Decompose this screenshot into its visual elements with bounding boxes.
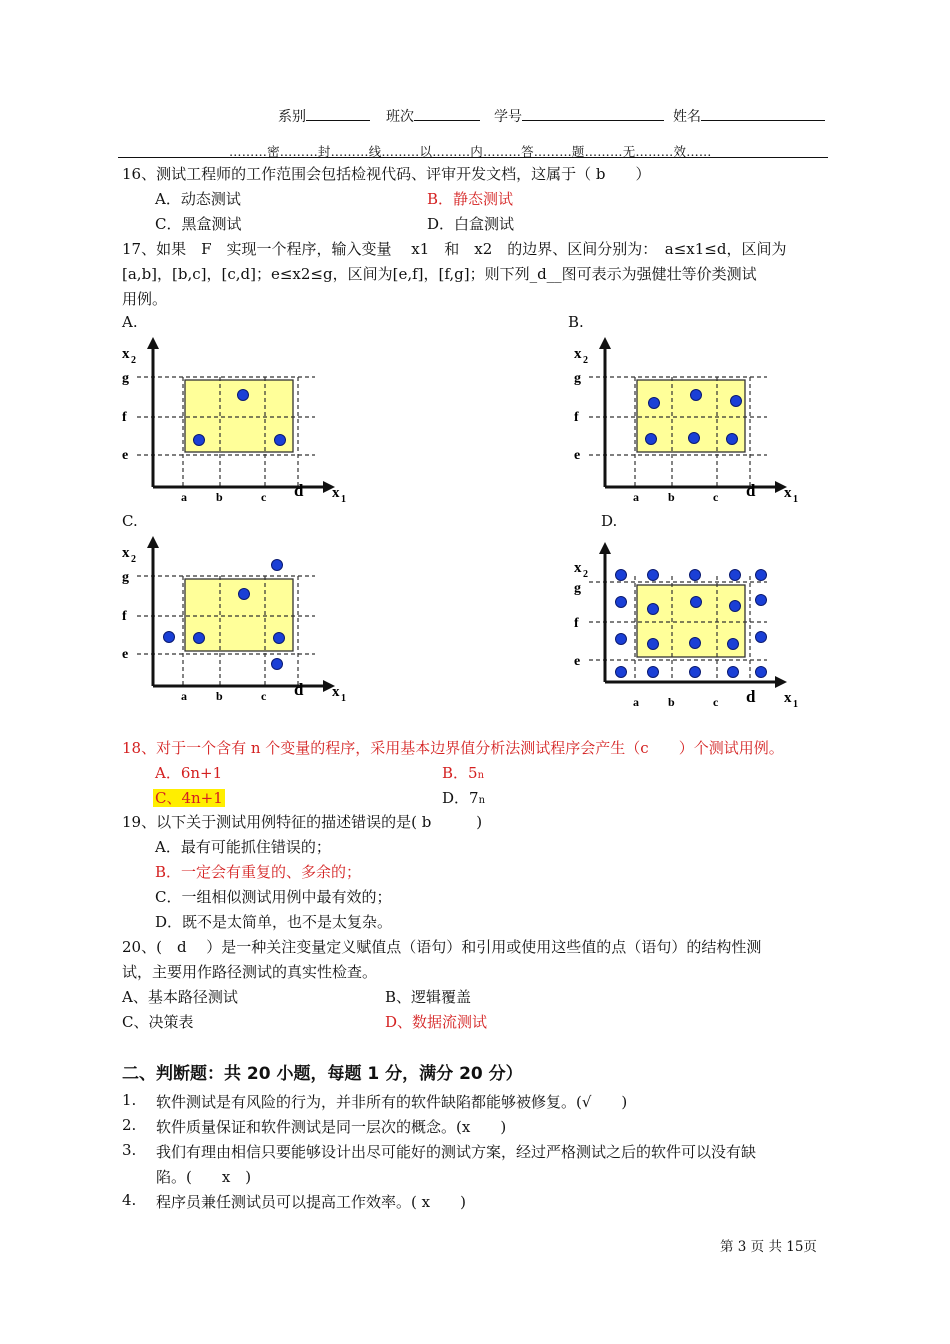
judge-item-3-cont: 陷。( x ) — [156, 1168, 252, 1186]
tick-c: c — [713, 695, 719, 709]
q17-line-2: [a,b]，[b,c]，[c,d]；e≤x2≤g，区间为[e,f]，[f,g]；则下列_d__图可表示为强健壮等价类测试 — [122, 265, 757, 283]
tick-c: c — [713, 490, 719, 504]
q18-option-d — [442, 787, 485, 808]
q16-stem: 16、测试工程师的工作范围会包括检视代码、评审开发文档，这属于（ b ） — [122, 165, 651, 183]
diagram-a — [115, 335, 355, 510]
x-axis-subscript: 1 — [341, 693, 346, 704]
dept-blank — [306, 108, 370, 121]
header-dept — [278, 106, 370, 126]
tick-e: e — [122, 647, 129, 662]
q20-option-b: B、逻辑覆盖 — [385, 988, 472, 1006]
diagram-c-label: C. — [122, 512, 138, 530]
q18-option-c-highlight: C、4n+1 — [155, 789, 223, 807]
tick-f: f — [574, 410, 579, 425]
tick-b: b — [668, 695, 675, 709]
x-axis-subscript: 1 — [793, 699, 798, 710]
id-blank — [522, 108, 664, 121]
y-axis-subscript: 2 — [583, 569, 588, 580]
q17-line-3: 用例。 — [122, 290, 168, 308]
tick-d: d — [294, 680, 304, 699]
tick-g: g — [574, 371, 581, 386]
tick-a: a — [633, 695, 639, 709]
q18-option-c — [153, 787, 225, 808]
x-axis-subscript: 1 — [793, 494, 798, 505]
tick-b: b — [216, 490, 223, 504]
judge-item-4-text: 程序员兼任测试员可以提高工作效率。( x ) — [156, 1193, 466, 1211]
y-axis-subscript: 2 — [131, 554, 136, 565]
q19-stem: 19、以下关于测试用例特征的描述错误的是( b ) — [122, 813, 483, 831]
tick-f: f — [574, 616, 579, 631]
section2-title: 二、判断题：共 20 小题，每题 1 分，满分 20 分） — [122, 1064, 523, 1084]
q17-line-1: 17、如果 F 实现一个程序，输入变量 x1 和 x2 的边界、区间分别为： a≤x1≤d，区间为 — [122, 240, 787, 258]
q18-option-d-base: D．7 — [442, 789, 479, 807]
q18-option-b-sup: n — [477, 770, 485, 781]
judge-item-3-num: 3. — [122, 1141, 137, 1159]
diagram-b — [567, 335, 807, 510]
tick-e: e — [574, 654, 581, 669]
tick-c: c — [261, 490, 267, 504]
q20-option-c: C、决策表 — [122, 1013, 194, 1031]
judge-item-2-text: 软件质量保证和软件测试是同一层次的概念。(x ) — [156, 1118, 507, 1136]
tick-g: g — [122, 371, 129, 386]
diagram-c — [115, 534, 355, 709]
q18-stem: 18、对于一个含有 n 个变量的程序，采用基本边界值分析法测试程序会产生（c ）个测试用例。 — [122, 739, 784, 757]
tick-f: f — [122, 609, 127, 624]
header-class — [386, 106, 480, 126]
tick-d: d — [294, 481, 304, 500]
tick-e: e — [122, 448, 129, 463]
header-rule — [118, 157, 828, 158]
q16-option-b: B．静态测试 — [427, 190, 514, 208]
q19-option-c: C．一组相似测试用例中最有效的； — [155, 888, 392, 906]
diagram-b-label: B. — [568, 313, 584, 331]
class-blank — [414, 108, 480, 121]
q20-line-1: 20、( d ）是一种关注变量定义赋值点（语句）和引用或使用这些值的点（语句）的结构性测 — [122, 938, 762, 956]
diagram-d — [567, 540, 807, 715]
tick-a: a — [181, 689, 187, 703]
tick-a: a — [633, 490, 639, 504]
y-axis-subscript: 2 — [131, 355, 136, 366]
tick-g: g — [574, 581, 581, 596]
tick-d: d — [746, 481, 756, 500]
tick-b: b — [216, 689, 223, 703]
tick-a: a — [181, 490, 187, 504]
q20-option-a: A、基本路径测试 — [122, 988, 238, 1006]
judge-item-1-text: 软件测试是有风险的行为，并非所有的软件缺陷都能够被修复。(√ ) — [156, 1093, 628, 1111]
diagram-d-label: D. — [601, 512, 618, 530]
q19-option-b: B．一定会有重复的、多余的； — [155, 863, 362, 881]
y-axis-subscript: 2 — [583, 355, 588, 366]
y-axis-label: x — [574, 346, 582, 362]
diagram-a-label: A. — [122, 313, 138, 331]
q20-line-2: 试，主要用作路径测试的真实性检查。 — [122, 963, 378, 981]
tick-f: f — [122, 410, 127, 425]
x-axis-label: x — [332, 684, 340, 700]
q19-option-d: D．既不是太简单，也不是太复杂。 — [155, 913, 393, 931]
y-axis-label: x — [574, 560, 582, 576]
judge-item-4-num: 4. — [122, 1191, 137, 1209]
header-id — [494, 106, 664, 126]
header-name — [673, 106, 825, 126]
class-label: 班次 — [386, 109, 414, 125]
q18-option-b — [442, 762, 484, 783]
id-label: 学号 — [494, 109, 522, 125]
y-axis-label: x — [122, 545, 130, 561]
q20-option-d: D、数据流测试 — [385, 1013, 488, 1031]
tick-c: c — [261, 689, 267, 703]
q18-option-d-sup: n — [478, 795, 486, 806]
q18-option-a: A．6n+1 — [155, 764, 223, 782]
judge-item-1-num: 1. — [122, 1091, 137, 1109]
q16-option-c: C．黑盒测试 — [155, 215, 242, 233]
tick-d: d — [746, 687, 756, 706]
dept-label: 系别 — [278, 109, 306, 125]
page-number: 第 3 页 共 15页 — [720, 1239, 817, 1255]
judge-item-3-text: 我们有理由相信只要能够设计出尽可能好的测试方案，经过严格测试之后的软件可以没有缺 — [156, 1143, 757, 1161]
x-axis-subscript: 1 — [341, 494, 346, 505]
q18-option-b-base: B．5 — [442, 764, 478, 782]
q19-option-a: A．最有可能抓住错误的； — [155, 838, 331, 856]
judge-item-2-num: 2. — [122, 1116, 137, 1134]
tick-g: g — [122, 570, 129, 585]
name-label: 姓名 — [673, 109, 701, 125]
q16-option-a: A．动态测试 — [155, 190, 241, 208]
x-axis-label: x — [332, 485, 340, 501]
tick-b: b — [668, 490, 675, 504]
name-blank — [701, 108, 825, 121]
q16-option-d: D．白盒测试 — [427, 215, 515, 233]
seal-line: ………密………封………线………以………内………答………题………无………效…… — [229, 144, 712, 159]
x-axis-label: x — [784, 690, 792, 706]
x-axis-label: x — [784, 485, 792, 501]
tick-e: e — [574, 448, 581, 463]
y-axis-label: x — [122, 346, 130, 362]
